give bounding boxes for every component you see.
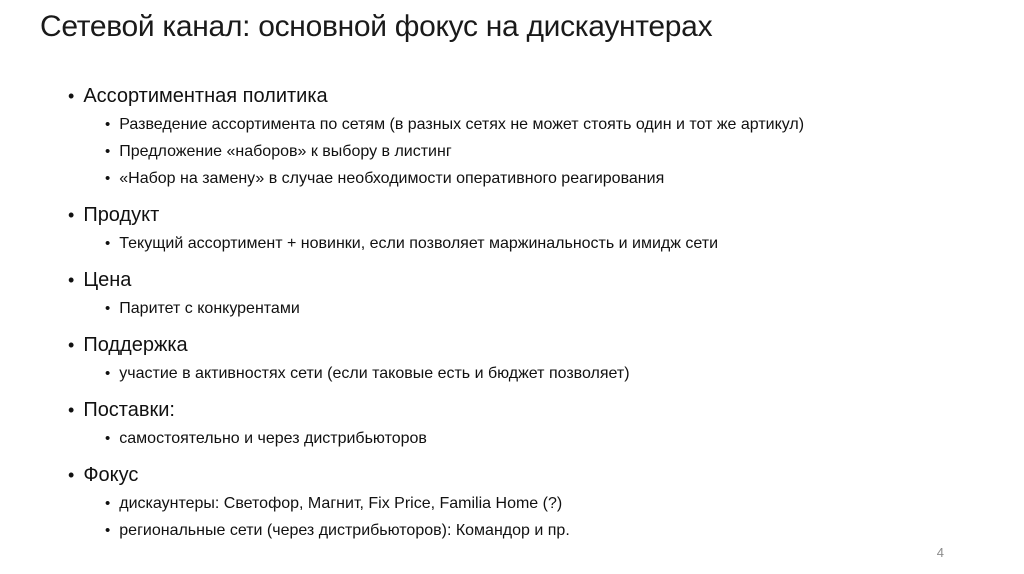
bullet-item-level-2 <box>105 363 898 384</box>
bullet-item-text: Разведение ассортимента по сетям (в разных сетях не может стоять один и тот же артикул) <box>119 116 805 133</box>
bullet-item-level-1 <box>68 268 908 292</box>
bullet-item-text: Продукт <box>83 204 160 226</box>
bullet-icon: • <box>105 116 111 133</box>
bullet-item-level-2 <box>105 520 898 541</box>
bullet-item-text: Фокус <box>83 464 139 486</box>
bullet-icon: • <box>105 522 111 539</box>
bullet-list <box>68 84 908 541</box>
bullet-item-text: участие в активностях сети (если таковые есть и бюджет позволяет) <box>119 365 630 382</box>
bullet-icon: • <box>105 235 111 252</box>
bullet-icon: • <box>105 143 111 160</box>
bullet-item-level-2 <box>105 114 898 135</box>
bullet-icon: • <box>105 430 111 447</box>
bullet-icon: • <box>68 335 75 355</box>
bullet-icon: • <box>68 270 75 290</box>
bullet-item-level-2 <box>105 298 898 319</box>
bullet-item-text: региональные сети (через дистрибьюторов): Командор и пр. <box>119 522 570 539</box>
bullet-item-text: Предложение «наборов» к выбору в листинг <box>119 143 452 160</box>
bullet-icon: • <box>68 400 75 420</box>
bullet-item-level-1 <box>68 398 908 422</box>
bullet-icon: • <box>68 465 75 485</box>
bullet-item-level-2 <box>105 168 898 189</box>
bullet-item-level-2 <box>105 233 898 254</box>
bullet-item-text: Поставки: <box>83 399 175 421</box>
bullet-item-text: Паритет с конкурентами <box>119 300 300 317</box>
bullet-icon: • <box>105 170 111 187</box>
bullet-item-level-2 <box>105 493 898 514</box>
bullet-item-text: Текущий ассортимент + новинки, если позволяет маржинальность и имидж сети <box>119 235 719 252</box>
bullet-icon: • <box>68 86 75 106</box>
bullet-item-level-1 <box>68 84 908 108</box>
bullet-item-text: Поддержка <box>83 334 188 356</box>
bullet-icon: • <box>105 365 111 382</box>
bullet-item-text: Цена <box>83 269 132 291</box>
bullet-item-level-2 <box>105 141 898 162</box>
bullet-icon: • <box>105 495 111 512</box>
bullet-item-text: дискаунтеры: Светофор, Магнит, Fix Price, Familia Home (?) <box>119 495 563 512</box>
slide-title: Сетевой канал: основной фокус на дискаунтерах <box>40 10 713 43</box>
bullet-item-text: Ассортиментная политика <box>83 85 328 107</box>
bullet-item-level-1 <box>68 463 908 487</box>
bullet-item-text: «Набор на замену» в случае необходимости оперативного реагирования <box>119 170 665 187</box>
bullet-item-text: самостоятельно и через дистрибьюторов <box>119 430 427 447</box>
bullet-item-level-1 <box>68 203 908 227</box>
bullet-item-level-2 <box>105 428 898 449</box>
bullet-item-level-1 <box>68 333 908 357</box>
bullet-icon: • <box>68 205 75 225</box>
slide-page-number: 4 <box>936 545 944 560</box>
bullet-icon: • <box>105 300 111 317</box>
